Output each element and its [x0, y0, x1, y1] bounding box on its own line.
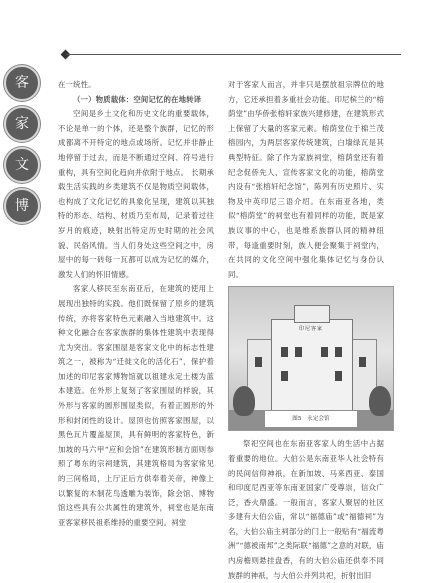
photo-tree — [233, 386, 255, 416]
body-paragraph: 对于客家人而言，并非只是摆放祖宗牌位的地方，它还承担着多重社会功能。印尼槟兰的“榕荫堂”由华侨张榕轩家族兴建修建，在建筑形式上保留了大量的客家元素。榕荫堂位于棉兰茂榕园内，为两层客家传统建筑，白墙绿瓦是其典型特征。除了作为家族祠堂，榕荫堂还有着纪念促侨先人、宣传客家文化的功能，榕荫堂内设有“张榕轩纪念馆”，陈列有历史照片、实物及中英印尼三语介绍。在东南亚各地，类似“榕荫堂”的祠堂也有着同样的功能，既是家族议事的中心，也是维系族群认同的精神纽带，每逢重要时刻，族人便会聚集于祠堂内，在共同的文化空间中强化集体记忆与身份认同。 — [228, 80, 384, 279]
photo-window — [281, 371, 288, 381]
photo-caption: 图5 永定会馆 — [265, 411, 357, 427]
right-column — [228, 78, 384, 583]
body-paragraph: 客家人移民至东南亚后，在建筑的使用上展现出独特的实践。他们既保留了原乡的建筑传统，亦将客家特色元素融入当地建筑中。这种文化融合在客家族群的集体性建筑中表现得尤为突出。客家围屋是客家文化中的标志性建筑之一，被称为“迁徙文化的活化石”，保护着加述的印尼客家博物馆就以祖建永定土楼为蓝本建造。在外形上复刻了客家围屋的样貌，其外形与客家的圆形围屋类似，有着正圆形的外形和封闭性的设计。屋顶也仿照客家围屋，以黑色瓦片覆盖屋顶，具有鲜明的客家特色，新加坡的马六甲“应和会馆”在建筑形制方面则参照了粤东的宗祠建筑，其建筑格局为客家常见的三间格局，上厅正后方供奉着关帝，神像上以繁复的木制花鸟透雕为装饰，除会馆、博物馆这些具有公共属性的建筑外，祠堂也是东南亚客家移民祖系维持的重要空间。祠堂 — [58, 284, 214, 527]
section-badge: 文 — [4, 147, 40, 183]
header-rule — [66, 54, 401, 55]
section-badge: 客 — [4, 65, 40, 101]
photo-window — [255, 357, 262, 367]
photo-window — [281, 347, 288, 357]
photo-sign: 印尼客家 — [298, 326, 323, 333]
photo-window — [295, 347, 302, 357]
section-badge: 家 — [4, 106, 40, 142]
body-paragraph: 祭祀空间也在东南亚客家人的生活中占据着重要的地位。大伯公是东南亚华人社会特有的民间信仰神祇，在新加坡、马来西亚、泰国和印度尼西亚等东南亚国家广受尊崇，信众广泛，香火鼎盛。一般而言，客家人聚居的社区多建有大伯公庙，常以“福德庙”或“福德祠”为名，大伯公庙主祠部分的门上一般贴有“福流粤洲”“德被南邦”之类际联“福德”之意的对联，庙内房檐则悬挂盘香，有的大伯公庙还供奉不同族群的神祇，与大伯公并列共祀，折射出旧 — [228, 439, 384, 580]
section-title: （一）物质载体：空间记忆的在地转译 — [73, 94, 202, 104]
body-paragraph: 空间是乡土文化和历史文化的重要载体，不论是单一的个体，还是整个族群，记忆的形成都离不开特定的地点或场所。记忆并非静止地停留于过去，而是不断通过空间、符号进行重构，具有空间化趋向并依附于地点。 长期承载生活实践的乡类建筑不仅是物质空间载体，也构成了文化记忆的具象化呈现，建筑以其独特的形态、结构、材质乃至布局，记录着过往岁月的痕迹，映射出特定历史时期的社会风貌、民俗风情。当人们身处这些空间之中，房屋中的每一砖每一瓦都可以成为记忆的媒介，激发人们的怀旧情感。 — [58, 109, 214, 279]
photo-window — [335, 371, 342, 381]
photo-tower — [294, 305, 330, 323]
section-badge: 博 — [4, 188, 40, 224]
photo-window — [335, 347, 342, 357]
section-badges — [4, 65, 46, 229]
lead-line: 在一统性。 — [58, 80, 96, 89]
building-photo — [228, 286, 394, 431]
photo-window — [321, 347, 328, 357]
photo-tree — [369, 386, 391, 416]
photo-window — [359, 357, 366, 367]
left-column — [58, 78, 214, 530]
